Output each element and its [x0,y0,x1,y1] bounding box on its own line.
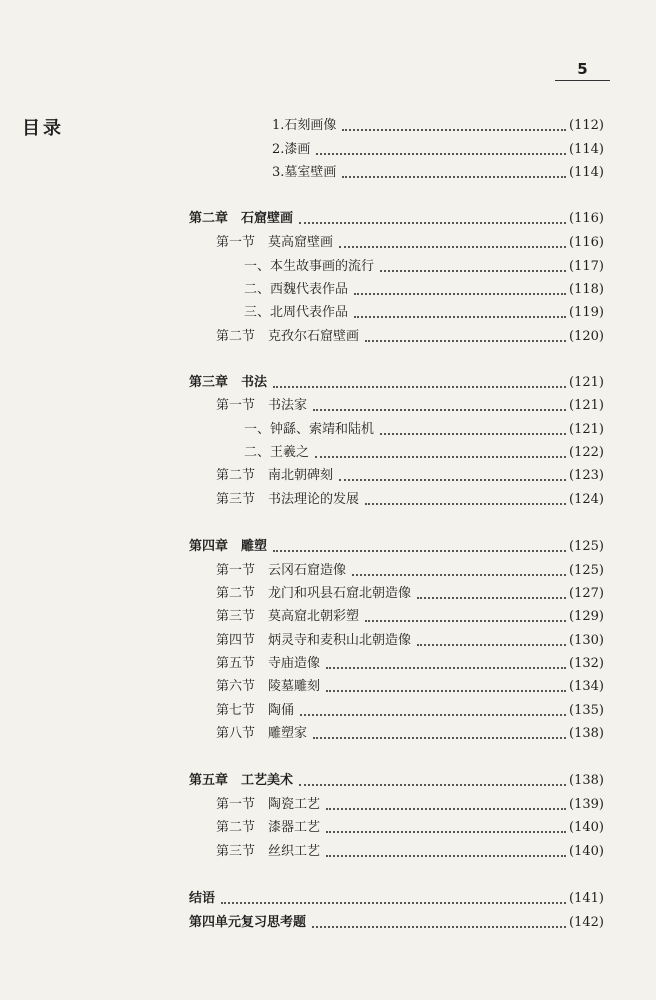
dot-leader [342,176,566,178]
toc-entry-number: 第三章 [189,375,229,390]
toc-entry-page: (132) [569,656,604,671]
toc-entry-label [272,163,336,183]
toc-entry [244,303,604,323]
toc-entry-title: 工艺美术 [241,773,294,788]
dot-leader [417,597,566,599]
toc-entry-number: 第四章 [189,539,229,554]
toc-entry-page: (119) [569,305,604,320]
toc-entry-title: 莫高窟北朝彩塑 [268,609,360,624]
dot-leader [299,222,566,224]
dot-leader [313,409,566,411]
toc-entry-page: (125) [569,563,604,578]
toc-entry-label [244,303,348,323]
toc-entry-label [216,233,333,253]
dot-leader [380,433,566,435]
toc-entry-page: (118) [569,282,604,297]
toc-entry [216,795,604,815]
toc-entry [216,842,604,862]
dot-leader [365,340,566,342]
dot-leader [354,316,566,318]
dot-leader [326,808,566,810]
toc-entry-label [189,373,267,393]
toc-entry-page: (116) [569,235,604,250]
dot-leader [417,644,566,646]
toc-entry-page: (117) [569,259,604,274]
toc-entry-page: (120) [569,329,604,344]
toc-entry-label [244,420,374,440]
toc-entry-number: 第二节 [216,468,256,483]
toc-chapter-entry [189,913,604,933]
toc-entry-title: 克孜尔石窟壁画 [268,329,360,344]
toc-entry-label [216,724,307,744]
toc-entry-title: 炳灵寺和麦积山北朝造像 [268,633,412,648]
toc-entry-page: (129) [569,609,604,624]
toc-entry-page: (142) [569,915,604,930]
toc-entry-page: (134) [569,679,604,694]
toc-entry [244,280,604,300]
toc-entry [216,466,604,486]
dot-leader [312,926,566,928]
toc-entry-label [216,490,359,510]
toc-entry-title: 陶瓷工艺 [268,797,321,812]
toc-entry-page: (121) [569,375,604,390]
toc-entry-page: (141) [569,891,604,906]
toc-entry-title: 二、西魏代表作品 [244,282,349,297]
toc-entry [244,420,604,440]
toc-entry-title: 丝织工艺 [268,844,321,859]
dot-leader [326,690,566,692]
toc-entry [216,724,604,744]
toc-entry-title: 龙门和巩县石窟北朝造像 [268,586,412,601]
dot-leader [380,270,566,272]
toc-entry-label [189,771,293,791]
toc-entry-title: 雕塑家 [268,726,308,741]
dot-leader [300,714,566,716]
dot-leader [365,503,566,505]
toc-entry-title: 雕塑 [241,539,268,554]
toc-entry-page: (138) [569,773,604,788]
toc-entry-number: 第一节 [216,235,256,250]
toc-chapter-entry [189,771,604,791]
toc-entry-label [216,584,411,604]
toc-entry-number: 第二章 [189,211,229,226]
toc-entry-title: 第四单元复习思考题 [189,915,307,930]
toc-entry-page: (112) [569,118,604,133]
dot-leader [326,667,566,669]
toc-entry-number: 第三节 [216,492,256,507]
toc-entry-title: 3.墓室壁画 [272,165,337,180]
toc-entry-title: 三、北周代表作品 [244,305,349,320]
toc-entry-number: 第二节 [216,820,256,835]
toc-entry-label [272,116,336,136]
toc-entry-number: 第二节 [216,329,256,344]
toc-entry-title: 一、本生故事画的流行 [244,259,375,274]
toc-entry-title: 书法家 [268,398,308,413]
toc-entry-page: (123) [569,468,604,483]
toc-entry-page: (135) [569,703,604,718]
toc-entry-page: (125) [569,539,604,554]
toc-entry [216,396,604,416]
dot-leader [365,620,566,622]
toc-entry-label [216,561,346,581]
toc-entry-title: 一、钟繇、索靖和陆机 [244,422,375,437]
dot-leader [354,293,566,295]
toc-entry-title: 书法 [241,375,268,390]
toc-entry-label [189,537,267,557]
toc-entry-label [216,327,359,347]
toc-entry-label [189,889,215,909]
toc-entry [216,677,604,697]
toc-entry-number: 第三节 [216,609,256,624]
toc-entry-number: 第一节 [216,398,256,413]
toc-entry-page: (140) [569,820,604,835]
toc-entry-page: (122) [569,445,604,460]
toc-entry-page: (127) [569,586,604,601]
toc-entry-number: 第五章 [189,773,229,788]
toc-entry [216,327,604,347]
toc-entry-label [244,443,309,463]
dot-leader [352,574,566,576]
toc-entry-label [216,701,294,721]
dot-leader [339,246,566,248]
toc-entry [216,654,604,674]
toc-entry [272,140,604,160]
toc-entry-label [272,140,310,160]
toc-entry-number: 第二节 [216,586,256,601]
toc-chapter-entry [189,373,604,393]
toc-entry-label [216,631,411,651]
toc-entry-label [216,466,333,486]
toc-entry-title: 书法理论的发展 [268,492,360,507]
toc-entry [216,607,604,627]
toc-entry-title: 陵墓雕刻 [268,679,321,694]
dot-leader [273,550,566,552]
toc-entry-page: (114) [569,165,604,180]
dot-leader [313,737,566,739]
toc-entry [216,233,604,253]
dot-leader [221,902,566,904]
toc-entry [216,818,604,838]
toc-entry-label [216,396,307,416]
dot-leader [315,456,566,458]
toc-entry-title: 寺庙造像 [268,656,321,671]
toc-entry [244,257,604,277]
toc-chapter-entry [189,889,604,909]
toc-entry-label [189,209,293,229]
toc-entry-number: 第一节 [216,797,256,812]
toc-entry-label [216,842,320,862]
toc-entry-label [216,607,359,627]
toc-entry [216,561,604,581]
toc-entry [216,701,604,721]
toc-entry-title: 漆器工艺 [268,820,321,835]
toc-entry-label [216,677,320,697]
toc-entry-page: (124) [569,492,604,507]
toc-entry-title: 陶俑 [268,703,295,718]
toc-entry [216,490,604,510]
toc-chapter-entry [189,537,604,557]
toc-entry [272,116,604,136]
toc-entry-number: 第七节 [216,703,256,718]
toc-heading: 目录 [22,118,64,139]
toc-entry-page: (114) [569,142,604,157]
toc-entry-page: (139) [569,797,604,812]
toc-entry-title: 石窟壁画 [241,211,294,226]
toc-entry [216,631,604,651]
dot-leader [326,855,566,857]
toc-entry-number: 第六节 [216,679,256,694]
toc-entry-page: (138) [569,726,604,741]
dot-leader [316,153,566,155]
dot-leader [273,386,566,388]
toc-entry-label [216,795,320,815]
toc-entry [244,443,604,463]
toc-entry-number: 第五节 [216,656,256,671]
toc-entry-label [244,280,348,300]
dot-leader [342,129,566,131]
toc-entry [216,584,604,604]
dot-leader [299,784,566,786]
dot-leader [326,831,566,833]
toc-entry-title: 二、王羲之 [244,445,310,460]
toc-entry-number: 第三节 [216,844,256,859]
toc-entry-label [189,913,306,933]
toc-entry-title: 云冈石窟造像 [268,563,347,578]
toc-entry-title: 莫高窟壁画 [268,235,334,250]
toc-entry-page: (121) [569,422,604,437]
toc-entry-title: 南北朝碑刻 [268,468,334,483]
toc-entry-label [244,257,374,277]
toc-entry-page: (121) [569,398,604,413]
page-number: 5 [555,60,610,81]
toc-entry-page: (140) [569,844,604,859]
toc-entry-title: 结语 [189,891,216,906]
toc-entry-title: 2.漆画 [272,142,311,157]
toc-entry-number: 第一节 [216,563,256,578]
toc-entry-number: 第四节 [216,633,256,648]
toc-entry [272,163,604,183]
toc-chapter-entry [189,209,604,229]
toc-entry-page: (116) [569,211,604,226]
toc-entry-label [216,654,320,674]
dot-leader [339,479,566,481]
toc-entry-number: 第八节 [216,726,256,741]
toc-entry-title: 1.石刻画像 [272,118,337,133]
toc-entry-page: (130) [569,633,604,648]
toc-entry-label [216,818,320,838]
